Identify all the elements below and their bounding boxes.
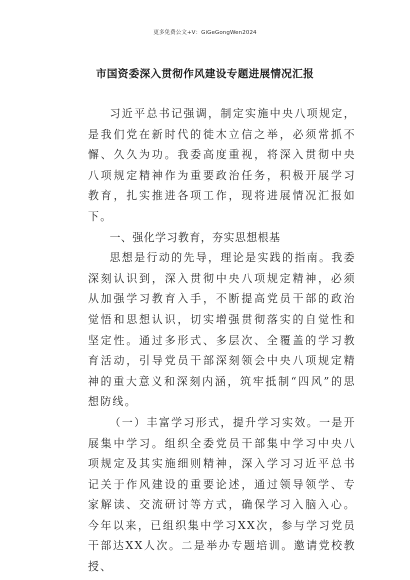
document-title: 市国资委深入贯彻作风建设专题进展情况汇报 <box>96 68 314 80</box>
section-heading: 一、强化学习教育，夯实思想根基 <box>109 230 281 244</box>
header-note: 更多免费公文+V：GiGeGongWen2024 <box>153 30 257 36</box>
intro-paragraph: 习近平总书记强调，制定实施中央八项规定，是我们党在新时代的徙木立信之举，必须常抓不懈、久久为功。我委高度重视，将深入贯彻中央八项规定精神作为重要政治任务，积极开展学习教育，扎实推进各项工作，现将进展情况汇报如下。 <box>88 107 356 223</box>
document-body <box>88 104 356 578</box>
section-paragraph: 思想是行动的先导，理论是实践的指南。我委深刻认识到，深入贯彻中央八项规定精神，必须从加强学习教育入手，不断提高党员干部的政治觉悟和思想认识，切实增强贯彻落实的自觉性和坚定性。通过多形式、多层次、全覆盖的学习教育活动，引导党员干部深刻领会中央八项规定精神的重大意义和深刻内涵，筑牢抵制“四风”的思想防线。 <box>88 251 356 409</box>
subsection-paragraph: （一）丰富学习形式，提升学习实效。一是开展集中学习。组织全委党员干部集中学习中央八项规定及其实施细则精神，深入学习习近平总书记关于作风建设的重要论述，通过领导领学、专家解读、交流研讨等方式，确保学习入脑入心。今年以来，已组织集中学习XX次，参与学习党员干部达XX人次。二是举办专题培训。邀请党校教授、 <box>88 415 356 574</box>
